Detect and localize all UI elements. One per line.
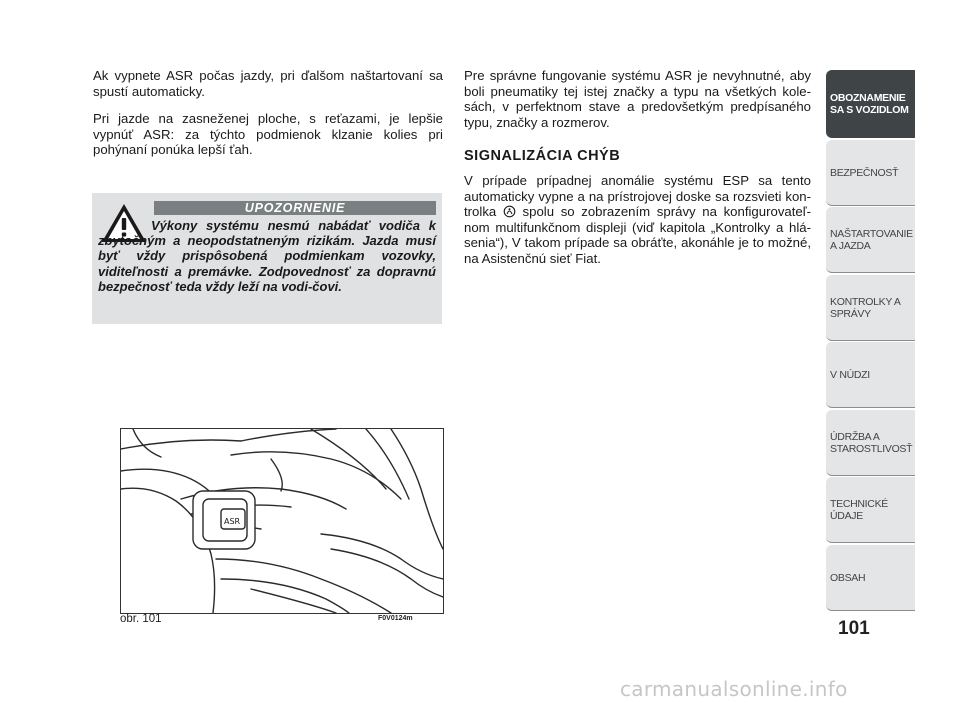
page-number: 101 — [838, 618, 870, 639]
tab-label: V NÚDZI — [830, 368, 870, 381]
tab-nastartovanie[interactable] — [826, 207, 915, 273]
paragraph-snow-driving: Pri jazde na zasneženej ploche, s reťazami, je lepšie vypnúť ASR: za týchto podmienok klzanie kolies pri pohýnaní ponúka lepší ťah. — [93, 111, 443, 157]
fault-text-start: V prípade prípadnej anomálie systému ESP sa tento automaticky vypne a na prístrojovej doske sa rozsvieti kon-trolka — [464, 173, 811, 219]
warning-box — [92, 193, 442, 324]
tab-bezpecnost[interactable] — [826, 140, 915, 206]
svg-text:ASR: ASR — [224, 517, 241, 526]
figure-asr-button-illustration — [120, 428, 444, 614]
tab-label: BEZPEČNOSŤ — [830, 166, 899, 179]
tab-label: OBOZNAMENIE SA S VOZIDLOM — [830, 92, 909, 116]
figure-code: F0V0124m — [378, 615, 413, 622]
paragraph-asr-restart: Ak vypnete ASR počas jazdy, pri ďalšom naštartovaní sa spustí automaticky. — [93, 68, 443, 99]
paragraph-tyres: Pre správne fungovanie systému ASR je nevyhnutné, aby boli pneumatiky tej istej značky a typu na všetkých kole-sách, v perfektnom stave a predovšetkým predpísaného typu, značky a rozmerov. — [464, 68, 811, 130]
tab-label: KONTROLKY A SPRÁVY — [830, 295, 901, 320]
tab-label: ÚDRŽBA A STAROSTLIVOSŤ — [830, 430, 913, 455]
fault-text-end: spolu so zobrazením správy na konfigurovateľ-nom multifunkčnom displeji (viď kapitola „Kontrolky a hlá-senia“), V takom prípade sa obráťte, akonáhle je to možné, na Asistenčnú sieť Fiat. — [464, 204, 811, 266]
figure-caption: obr. 101 — [120, 613, 162, 625]
tab-v-nudzi[interactable] — [826, 342, 915, 408]
tab-technicke-udaje[interactable] — [826, 477, 915, 543]
tab-label: TECHNICKÉ ÚDAJE — [830, 497, 888, 522]
tab-kontrolky[interactable] — [826, 275, 915, 341]
tab-obsah[interactable] — [826, 545, 915, 611]
paragraph-fault-signalling — [464, 173, 811, 266]
tab-label: NAŠTARTOVANIE A JAZDA — [830, 227, 913, 252]
watermark: carmanualsonline.info — [620, 677, 848, 701]
warning-title: UPOZORNENIE — [154, 201, 436, 215]
warning-text: Výkony systému nesmú nabádať vodiča k zbytočným a neopodstatneným rizikám. Jazda musí byť vždy prispôsobená podmienkam vozovky, viditeľnosti a premávke. Zodpovednosť za dopravnú bezpečnosť teda vždy leží na vodi-čovi. — [98, 218, 436, 294]
section-heading: SIGNALIZÁCIA CHÝB — [464, 148, 621, 164]
console-line-drawing — [121, 429, 443, 613]
tab-label: OBSAH — [830, 571, 866, 584]
tab-oboznamenie[interactable] — [826, 70, 915, 138]
esp-warning-light-icon — [503, 205, 516, 218]
tab-udrzba[interactable] — [826, 410, 915, 476]
